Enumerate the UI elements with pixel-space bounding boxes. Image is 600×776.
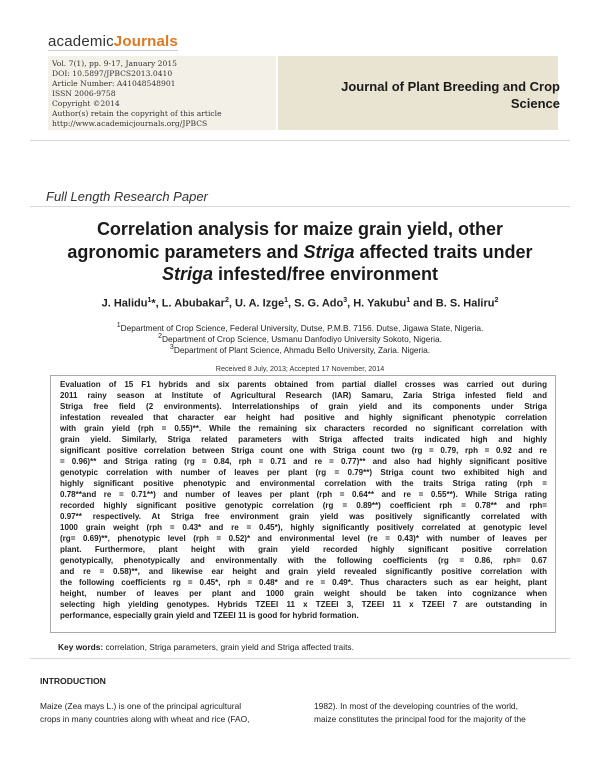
abstract-line: genotypically, phenotypically and environmentally with the following coefficients (rg = 0.86, rph= 0.67 (60, 556, 547, 565)
meta-rights: Author(s) retain the copyright of this article (52, 109, 222, 118)
title-line-2 (40, 241, 560, 264)
intro-left-line: Maize (Zea mays L.) is one of the principal agricultural (40, 701, 242, 711)
author-separator: and (410, 297, 436, 310)
abstract-line: 2011 rainy season at Institute of Agricultural Research (IAR) Samaru, Zaria Striga infested field and (60, 391, 547, 400)
author-separator: , (347, 297, 354, 310)
keywords (58, 642, 354, 652)
abstract-line: genotypic correlation with number of leaves per plant (rg = 0.79**) Striga count two exhibited high and (60, 468, 547, 477)
abstract-line: performance, especially grain yield and TZEEI 11 is good for hybrid formation. (60, 611, 359, 620)
author-separator: , (287, 297, 295, 310)
author-affiliation-mark: 3 (343, 297, 348, 304)
author-separator: , (228, 297, 235, 310)
affiliation-mark: 1 (116, 322, 121, 329)
abstract-line: infestation revealed that character ear height had positive and highly significant phenotypic correlation (60, 413, 547, 422)
affiliation-1 (40, 322, 560, 333)
title-text: agronomic parameters and (67, 241, 304, 262)
logo-part-journals: Journals (113, 33, 178, 50)
abstract-line: grain yield. Similarly, Striga related parameters with Striga affected traits indicated high and highly (60, 435, 547, 444)
meta-doi: DOI: 10.5897/JPBCS2013.0410 (52, 69, 173, 78)
abstract-line: Evaluation of 15 F1 hybrids and six parents obtained from partial diallel crosses was carried out during (60, 380, 547, 389)
affiliation-mark: 2 (158, 333, 162, 340)
author-name: U. A. Izge (234, 297, 285, 310)
author-separator: *, (151, 297, 162, 310)
title-line-1: Correlation analysis for maize grain yield, other (96, 219, 504, 239)
affiliation-text: Department of Crop Science, Federal University, Dutse, P.M.B. 7156. Dutse, Jigawa State, Nigeria. (120, 322, 484, 333)
abstract-line: recorded highly significant positive genotypic correlation (rg = 0.89**) coefficient rph = 0.78** and rph= (60, 501, 547, 510)
intro-right-line: maize constitutes the principal food for the majority of the (314, 714, 526, 724)
affiliation-text: Department of Plant Science, Ahmadu Bello University, Zaria. Nigeria. (173, 344, 431, 355)
publisher-logo (48, 33, 178, 50)
intro-left-line: crops in many countries along with wheat and rice (FAO, (40, 714, 250, 724)
introduction-heading: INTRODUCTION (40, 676, 106, 686)
author-name: L. Abubakar (161, 297, 225, 310)
logo-underline (48, 50, 178, 51)
abstract-line: and re = 0.58)**, and likewise ear height and grain yield revealed significantly positive correlation with (60, 567, 547, 576)
title-line-3 (40, 263, 560, 286)
abstract-line: = 0.96)** and Striga rating (rg = 0.84, rph = 0.71 and re = 0.77)** and also had highly significant positive (60, 457, 547, 466)
affiliation-mark: 3 (169, 344, 174, 351)
abstract-line: significant positive correlation between Striga count one with Striga count two (rg = 0.79, rph = 0.92 and re (60, 446, 547, 455)
abstract-line: with grain yield (rph = 0.55)**. While the remaining six characters recorded no significant correlation with (60, 424, 547, 433)
author-name: B. S. Haliru (435, 297, 495, 310)
abstract-line: Striga free field (2 environments). Interrelationships of grain yield and its components under Striga (60, 402, 547, 411)
title-striga: Striga (303, 241, 355, 262)
abstract-line: (rg= 0.69)**, phenotypic level (rph = 0.52)* and environmental level (re = 0.43)* with number of leaves per (60, 534, 547, 543)
abstract-line: 1000 grain weight (rph = 0.43* and re = 0.45*), highly significantly positively correlated at genotypic level (60, 523, 547, 532)
affiliation-text: Department of Crop Science, Usmanu Danfodiyo University Sokoto, Nigeria. (161, 333, 442, 344)
keywords-label: Key words: (58, 642, 104, 652)
meta-article-number: Article Number: A41048548901 (52, 79, 176, 88)
abstract-line: the following coefficients rg = 0.45*, rph = 0.48* and re = 0.49*. Thus characters such as ear height, plant (60, 578, 547, 587)
abstract-line: highly significant positive phenotypic and environmental correlation with the traits Striga rating (rph = (60, 479, 547, 488)
abstract-line: 0.97** respectively. At Striga free environment grain yield was positively significantly correlated with (60, 512, 547, 521)
author-name: J. Halidu (101, 297, 148, 310)
author-name: H. Yakubu (353, 297, 407, 310)
journal-title-line-2: Science (510, 96, 560, 111)
article-type: Full Length Research Paper (46, 189, 208, 204)
logo-part-academic: academic (48, 33, 114, 50)
abstract-line: plant. Furthermore, plant height with grain yield recorded highly significant positive correlation (60, 545, 547, 554)
received-accepted-dates: Received 8 July, 2013; Accepted 17 November, 2014 (215, 364, 385, 373)
intro-right-line: 1982). In most of the developing countries of the world, (314, 701, 518, 711)
author-name: S. G. Ado (294, 297, 344, 310)
author-affiliation-mark: 1 (284, 297, 288, 304)
author-affiliation-mark: 2 (494, 297, 499, 304)
affiliation-2 (40, 333, 560, 344)
keywords-text: correlation, Striga parameters, grain yield and Striga affected traits. (103, 642, 354, 652)
journal-title (300, 78, 560, 112)
meta-issn: ISSN 2006-9758 (52, 89, 116, 98)
meta-copyright: Copyright ©2014 (52, 99, 120, 108)
title-text: infested/free environment (212, 264, 439, 284)
journal-title-line-1: Journal of Plant Breeding and Crop (341, 79, 560, 94)
affiliation-3 (40, 344, 560, 355)
author-list (40, 297, 560, 310)
title-divider (30, 206, 570, 207)
meta-volume: Vol. 7(1), pp. 9-17, January 2015 (52, 59, 178, 68)
abstract-line: selecting high yielding genotypes. Hybrids TZEEI 11 x TZEEI 3, TZEEI 11 x TZEEI 7 are outstanding in (60, 600, 547, 609)
meta-url[interactable]: http://www.academicjournals.org/JPBCS (52, 119, 208, 128)
abstract-line: 0.78**and re = 0.71**) and number of leaves per plant (rph = 0.64** and re = 0.55**). While Striga rating (60, 490, 547, 499)
author-affiliation-mark: 1 (147, 297, 152, 304)
author-affiliation-mark: 2 (224, 297, 229, 304)
keywords-divider (30, 658, 570, 659)
paper-title (40, 218, 560, 286)
title-text: affected traits under (354, 241, 533, 262)
header-divider (30, 140, 570, 141)
author-affiliation-mark: 1 (406, 297, 411, 304)
title-striga: Striga (161, 264, 213, 284)
abstract-line: height, number of leaves per plant and 1000 grain weight should be taken into cognizance when (60, 589, 547, 598)
